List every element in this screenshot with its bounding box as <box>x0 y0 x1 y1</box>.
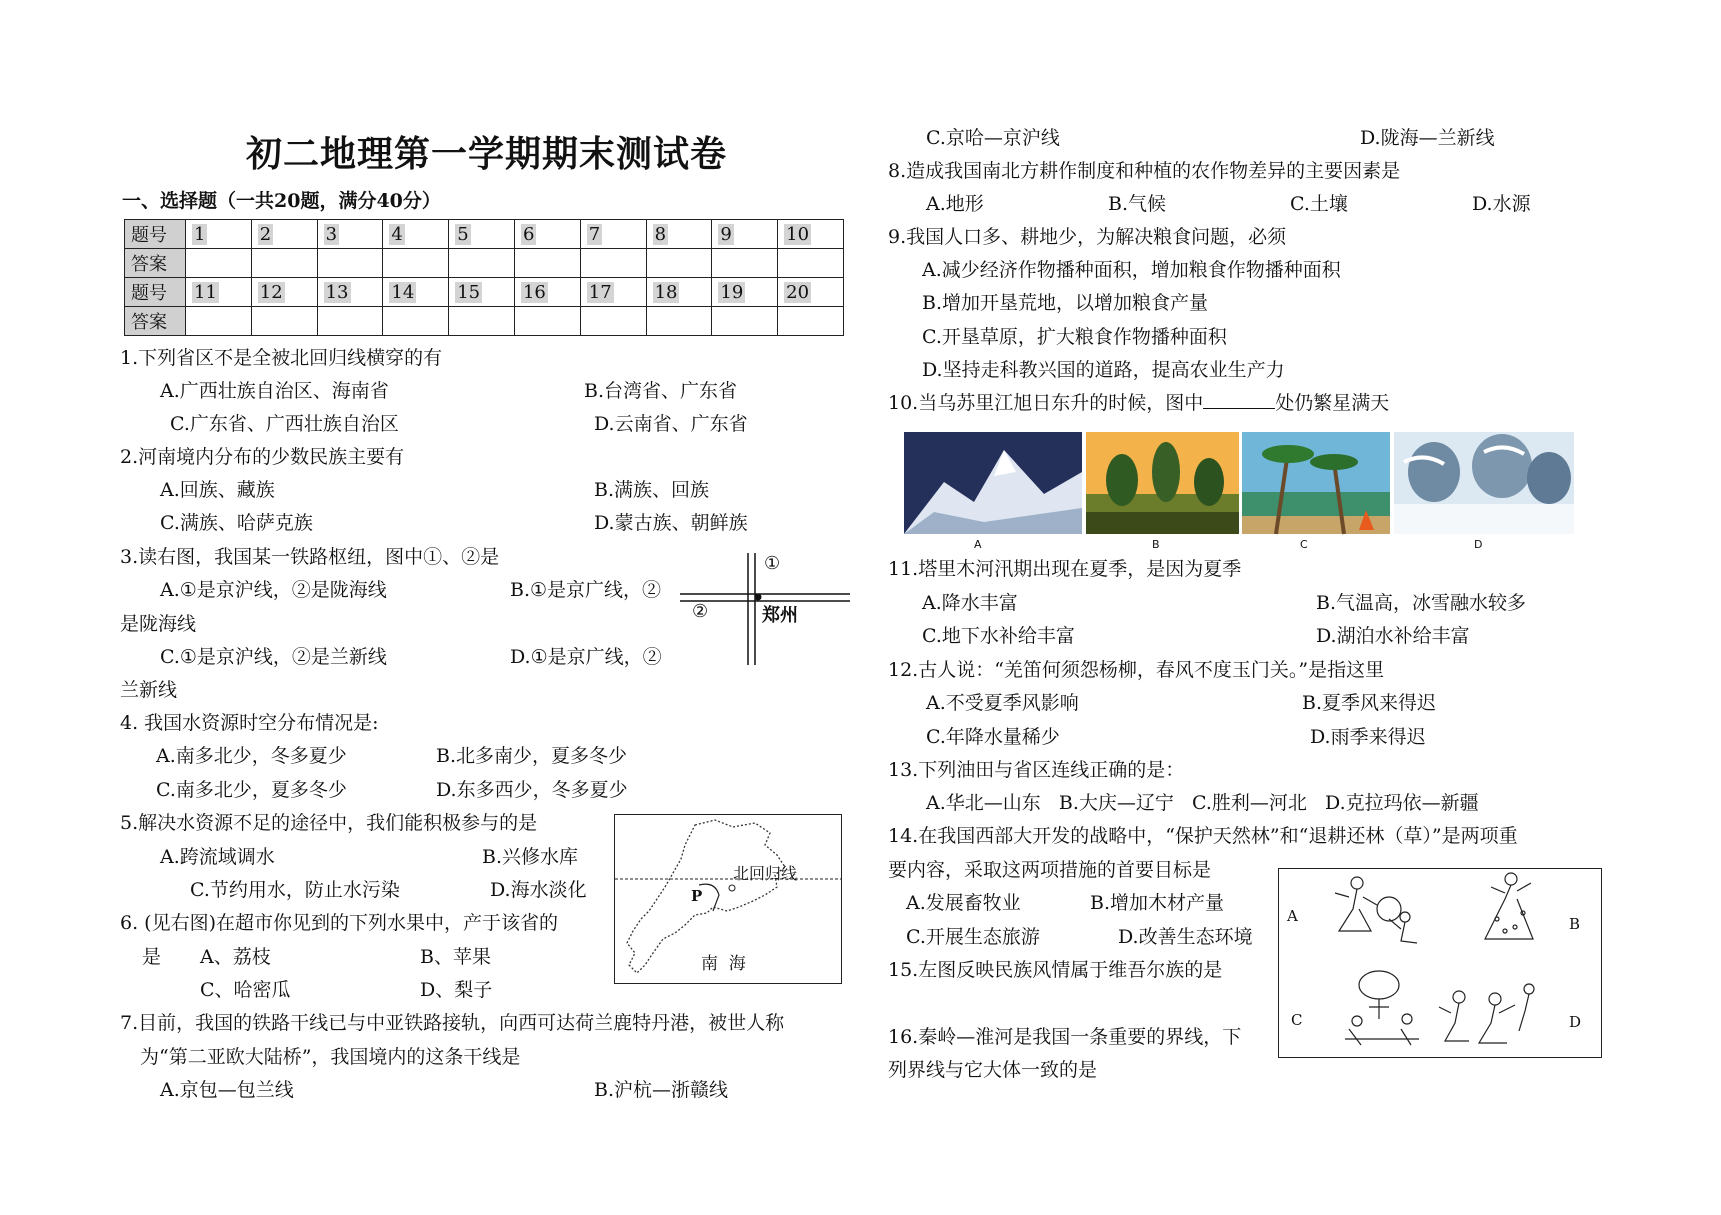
option-c: C.满族、哈萨克族 <box>160 512 313 534</box>
option-d: D.①是京广线，② <box>510 646 662 668</box>
option-d: D.海水淡化 <box>490 879 587 901</box>
q10-stem-end: 处仍繁星满天 <box>1275 392 1390 414</box>
table-cell: 2 <box>259 223 272 245</box>
table-cell: 20 <box>786 281 810 303</box>
option-d: D、梨子 <box>420 979 493 1001</box>
answer-cell[interactable] <box>317 307 383 336</box>
option-c: C.开垦草原，扩大粮食作物播种面积 <box>922 326 1227 348</box>
option-c: C.①是京沪线，②是兰新线 <box>160 646 387 668</box>
table-label: 答案 <box>125 307 186 336</box>
answer-table <box>124 219 844 336</box>
option-a: A.广西壮族自治区、海南省 <box>160 380 389 402</box>
answer-cell[interactable] <box>251 249 317 278</box>
question-stem-cont: 要内容，采取这两项措施的首要目标是 <box>888 859 1212 881</box>
answer-cell[interactable] <box>778 249 844 278</box>
option-c: C、哈密瓜 <box>200 979 291 1001</box>
question-stem: 1.下列省区不是全被北回归线横穿的有 <box>120 347 443 369</box>
question-stem: 16.秦岭—淮河是我国一条重要的界线，下 <box>888 1026 1242 1048</box>
option-c: C.广东省、广西壮族自治区 <box>170 413 399 435</box>
answer-cell[interactable] <box>317 249 383 278</box>
line-1-label: ① <box>764 553 781 574</box>
table-cell: 15 <box>457 281 481 303</box>
question-stem: 9.我国人口多、耕地少，为解决粮食问题，必须 <box>888 226 1287 248</box>
image-caption-b: B <box>1152 538 1160 551</box>
scenery-images <box>904 432 1574 538</box>
table-cell: 13 <box>325 281 349 303</box>
option-a: A.减少经济作物播种面积，增加粮食作物播种面积 <box>922 259 1341 281</box>
question-stem: 5.解决水资源不足的途径中，我们能积极参与的是 <box>120 812 538 834</box>
option-d: D.东多西少，冬多夏少 <box>436 779 628 801</box>
figure-label-c: C <box>1291 1011 1303 1029</box>
answer-cell[interactable] <box>186 249 252 278</box>
table-cell: 6 <box>522 223 535 245</box>
question-stem: 14.在我国西部大开发的战略中，“保护天然林”和“退耕还林（草）”是两项重 <box>888 825 1518 847</box>
answer-blank[interactable] <box>1203 392 1275 409</box>
question-stem: 13.下列油田与省区连线正确的是： <box>888 759 1185 781</box>
answer-cell[interactable] <box>383 249 449 278</box>
line-2-label: ② <box>692 601 709 622</box>
option-a: A.跨流域调水 <box>160 846 275 868</box>
answer-cell[interactable] <box>646 307 712 336</box>
table-cell: 8 <box>654 223 667 245</box>
answer-cell[interactable] <box>712 249 778 278</box>
option-b: B.沪杭—浙赣线 <box>594 1079 729 1101</box>
table-cell: 1 <box>194 223 206 245</box>
table-label: 题号 <box>125 220 186 249</box>
option-b: B.满族、回族 <box>594 479 710 501</box>
option-c: C.京哈—京沪线 <box>926 127 1060 149</box>
option-c: C.土壤 <box>1290 193 1348 215</box>
table-row <box>125 249 844 278</box>
option-d: D.坚持走科教兴国的道路，提高农业生产力 <box>922 359 1285 381</box>
table-cell: 16 <box>522 281 546 303</box>
answer-cell[interactable] <box>383 307 449 336</box>
option-c: C.开展生态旅游 <box>906 926 1040 948</box>
question-stem-cont: 列界线与它大体一致的是 <box>888 1059 1098 1081</box>
ethnic-dance-figure <box>1278 868 1602 1058</box>
option-a: A.南多北少，冬多夏少 <box>156 745 347 767</box>
table-cell: 9 <box>720 223 732 245</box>
option-a: A.发展畜牧业 <box>906 892 1021 914</box>
table-cell: 12 <box>259 281 283 303</box>
option-a: A.回族、藏族 <box>160 479 275 501</box>
question-stem: 2.河南境内分布的少数民族主要有 <box>120 446 405 468</box>
table-cell: 17 <box>588 281 612 303</box>
sea-label: 南 海 <box>701 954 746 974</box>
option-b: B.夏季风来得迟 <box>1302 692 1437 714</box>
question-stem-cont: 为“第二亚欧大陆桥”，我国境内的这条干线是 <box>140 1046 521 1068</box>
answer-cell[interactable] <box>449 307 515 336</box>
option-b: B.兴修水库 <box>482 846 579 868</box>
page-title: 初二地理第一学期期末测试卷 <box>246 133 728 175</box>
table-cell: 18 <box>654 281 678 303</box>
answer-cell[interactable] <box>580 249 646 278</box>
option-d: D.陇海—兰新线 <box>1360 127 1495 149</box>
question-stem <box>888 388 1389 415</box>
point-p-label: P <box>691 887 703 905</box>
question-stem: 3.读右图，我国某一铁路枢纽，图中①、②是 <box>120 546 500 568</box>
q10-stem-start: 10.当乌苏里江旭日东升的时候，图中 <box>888 392 1204 414</box>
option-a: A.地形 <box>926 193 984 215</box>
table-label: 答案 <box>125 249 186 278</box>
tropic-label: 北回归线 <box>733 864 798 883</box>
table-label: 题号 <box>125 278 186 307</box>
question-stem: 7.目前，我国的铁路干线已与中亚铁路接轨，向西可达荷兰鹿特丹港，被世人称 <box>120 1012 785 1034</box>
city-label: 郑州 <box>762 605 798 626</box>
image-caption-c: C <box>1300 538 1308 551</box>
table-cell: 19 <box>720 281 744 303</box>
answer-cell[interactable] <box>580 307 646 336</box>
option-c: C.节约用水，防止水污染 <box>190 879 400 901</box>
option-a: A.降水丰富 <box>922 592 1018 614</box>
option-a: A.京包—包兰线 <box>160 1079 294 1101</box>
option-d: D.湖泊水补给丰富 <box>1316 625 1470 647</box>
answer-cell[interactable] <box>778 307 844 336</box>
question-stem: 8.造成我国南北方耕作制度和种植的农作物差异的主要因素是 <box>888 160 1401 182</box>
question-stem: 6. (见右图)在超市你见到的下列水果中，产于该省的 <box>120 912 558 934</box>
question-stem-cont: 是 <box>142 946 162 968</box>
option-b: B.气温高，冰雪融水较多 <box>1316 592 1527 614</box>
railway-junction-figure <box>680 553 850 665</box>
question-stem: 11.塔里木河汛期出现在夏季，是因为夏季 <box>888 558 1242 580</box>
question-stem: 12.古人说：“羌笛何须怨杨柳，春风不度玉门关。”是指这里 <box>888 659 1385 681</box>
option-a: A.①是京沪线，②是陇海线 <box>160 579 387 601</box>
table-cell: 5 <box>457 223 469 245</box>
option-b: B.增加木材产量 <box>1090 892 1225 914</box>
table-cell: 3 <box>325 223 338 245</box>
option-b: B.增加开垦荒地，以增加粮食产量 <box>922 292 1209 314</box>
answer-cell[interactable] <box>712 307 778 336</box>
option-b-cont: 是陇海线 <box>120 613 197 635</box>
option-d-cont: 兰新线 <box>120 679 178 701</box>
option-b: B、苹果 <box>420 946 491 968</box>
answer-cell[interactable] <box>449 249 515 278</box>
table-row <box>125 278 844 307</box>
answer-cell[interactable] <box>646 249 712 278</box>
option-b: B.①是京广线，② <box>510 579 662 601</box>
option-c: C.南多北少，夏多冬少 <box>156 779 347 801</box>
table-cell: 7 <box>588 223 601 245</box>
table-row <box>125 220 844 249</box>
figure-label-b: B <box>1569 915 1581 933</box>
figure-label-d: D <box>1569 1013 1582 1031</box>
table-cell: 11 <box>194 281 217 303</box>
option-b: B.北多南少，夏多冬少 <box>436 745 628 767</box>
province-map-figure <box>614 814 842 984</box>
answer-cell[interactable] <box>251 307 317 336</box>
image-caption-a: A <box>974 538 982 551</box>
dance-drawings <box>1279 869 1601 1057</box>
scenery-image-strip <box>904 432 1574 538</box>
option-d: D.云南省、广东省 <box>594 413 748 435</box>
option-d: D.蒙古族、朝鲜族 <box>594 512 748 534</box>
option-c: C.地下水补给丰富 <box>922 625 1075 647</box>
table-cell: 4 <box>391 223 403 245</box>
question-stem: 15.左图反映民族风情属于维吾尔族的是 <box>888 959 1223 981</box>
table-cell: 10 <box>786 223 810 245</box>
answer-cell[interactable] <box>186 307 252 336</box>
options-row: A.华北—山东 B.大庆—辽宁 C.胜利—河北 D.克拉玛依—新疆 <box>926 792 1479 814</box>
option-b: B.气候 <box>1108 193 1167 215</box>
table-row <box>125 307 844 336</box>
section-heading: 一、选择题（一共20题，满分40分） <box>122 190 441 212</box>
option-a: A.不受夏季风影响 <box>926 692 1079 714</box>
option-b: B.台湾省、广东省 <box>584 380 738 402</box>
option-a: A、荔枝 <box>200 946 271 968</box>
answer-cell[interactable] <box>514 307 580 336</box>
figure-label-a: A <box>1287 907 1298 925</box>
answer-cell[interactable] <box>514 249 580 278</box>
option-c: C.年降水量稀少 <box>926 726 1060 748</box>
image-caption-d: D <box>1474 538 1483 551</box>
option-d: D.改善生态环境 <box>1118 926 1253 948</box>
option-d: D.雨季来得迟 <box>1310 726 1426 748</box>
option-d: D.水源 <box>1472 193 1531 215</box>
question-stem: 4. 我国水资源时空分布情况是: <box>120 712 379 734</box>
table-cell: 14 <box>391 281 415 303</box>
